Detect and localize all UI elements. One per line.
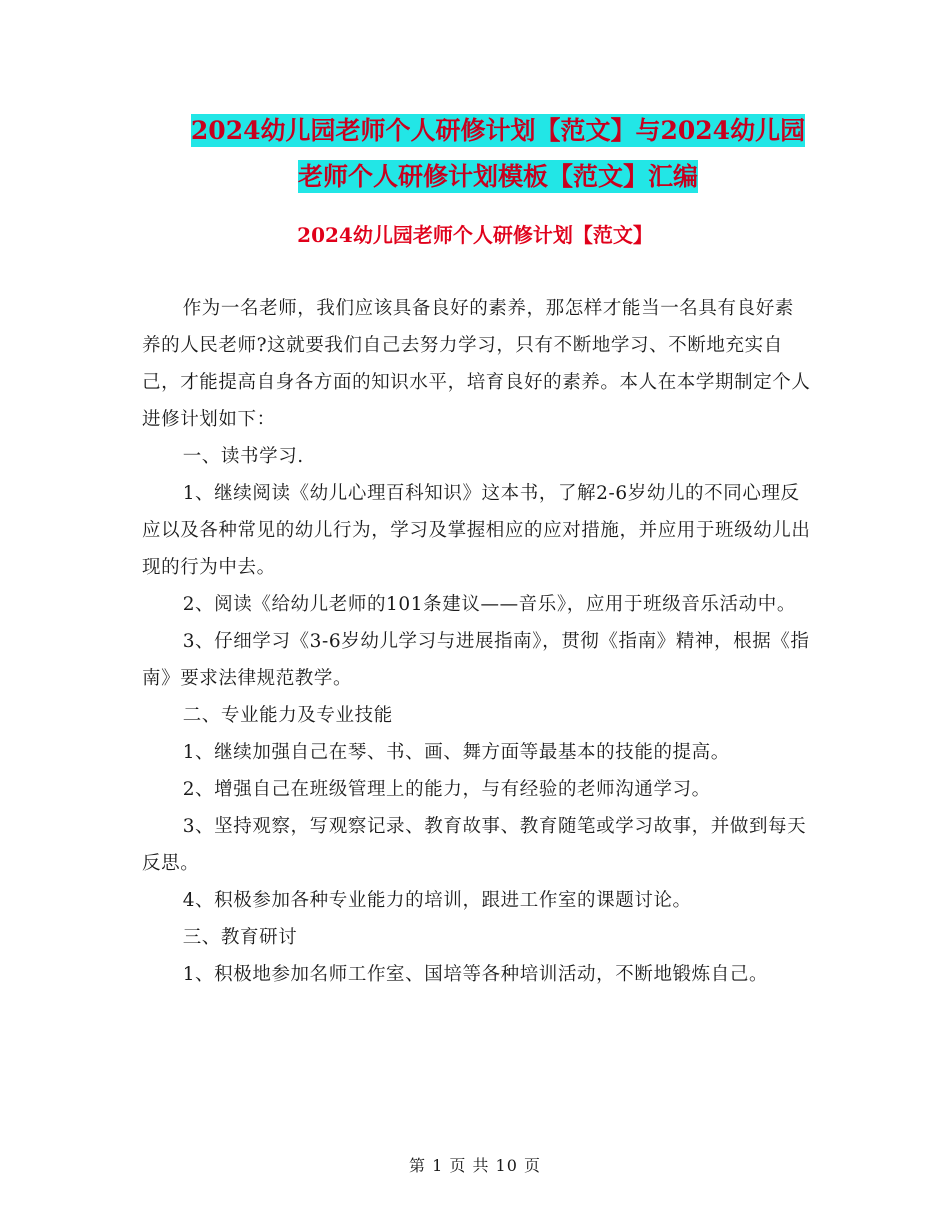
paragraph: 4、积极参加各种专业能力的培训，跟进工作室的课题讨论。 xyxy=(182,890,692,911)
title-line-2: 老师个人研修计划模板【范文】汇编 xyxy=(297,162,698,191)
section-heading: 一、读书学习. xyxy=(182,446,304,467)
paragraph: 2、阅读《给幼儿老师的101条建议——音乐》，应用于班级音乐活动中。 xyxy=(182,594,796,615)
document-title xyxy=(140,108,856,200)
paragraph: 3、仔细学习《3-6岁幼儿学习与进展指南》，贯彻《指南》精神，根据《指南》要求法律规范教学。 xyxy=(142,631,810,689)
paragraph: 1、继续加强自己在琴、书、画、舞方面等最基本的技能的提高。 xyxy=(182,742,730,763)
paragraph: 2、增强自己在班级管理上的能力，与有经验的老师沟通学习。 xyxy=(182,779,711,800)
document-body xyxy=(142,290,812,993)
paragraph: 1、继续阅读《幼儿心理百科知识》这本书，了解2-6岁幼儿的不同心理反应以及各种常见的幼儿行为，学习及掌握相应的应对措施，并应用于班级幼儿出现的行为中去。 xyxy=(142,483,811,578)
paragraph: 作为一名老师，我们应该具备良好的素养，那怎样才能当一名具有良好素养的人民老师?这就要我们自己去努力学习，只有不断地学习、不断地充实自己，才能提高自身各方面的知识水平，培育良好的素养。本人在本学期制定个人进修计划如下： xyxy=(142,298,811,430)
section-heading: 三、教育研讨 xyxy=(182,927,298,948)
page-number: 第 1 页 共 10 页 xyxy=(409,1156,541,1175)
paragraph: 3、坚持观察，写观察记录、教育故事、教育随笔或学习故事，并做到每天反思。 xyxy=(142,816,807,874)
section-title: 2024幼儿园老师个人研修计划【范文】 xyxy=(297,223,653,247)
paragraph: 1、积极地参加名师工作室、国培等各种培训活动，不断地锻炼自己。 xyxy=(182,964,769,985)
title-line-1: 2024幼儿园老师个人研修计划【范文】与2024幼儿园 xyxy=(190,116,806,145)
section-heading: 二、专业能力及专业技能 xyxy=(182,705,393,726)
